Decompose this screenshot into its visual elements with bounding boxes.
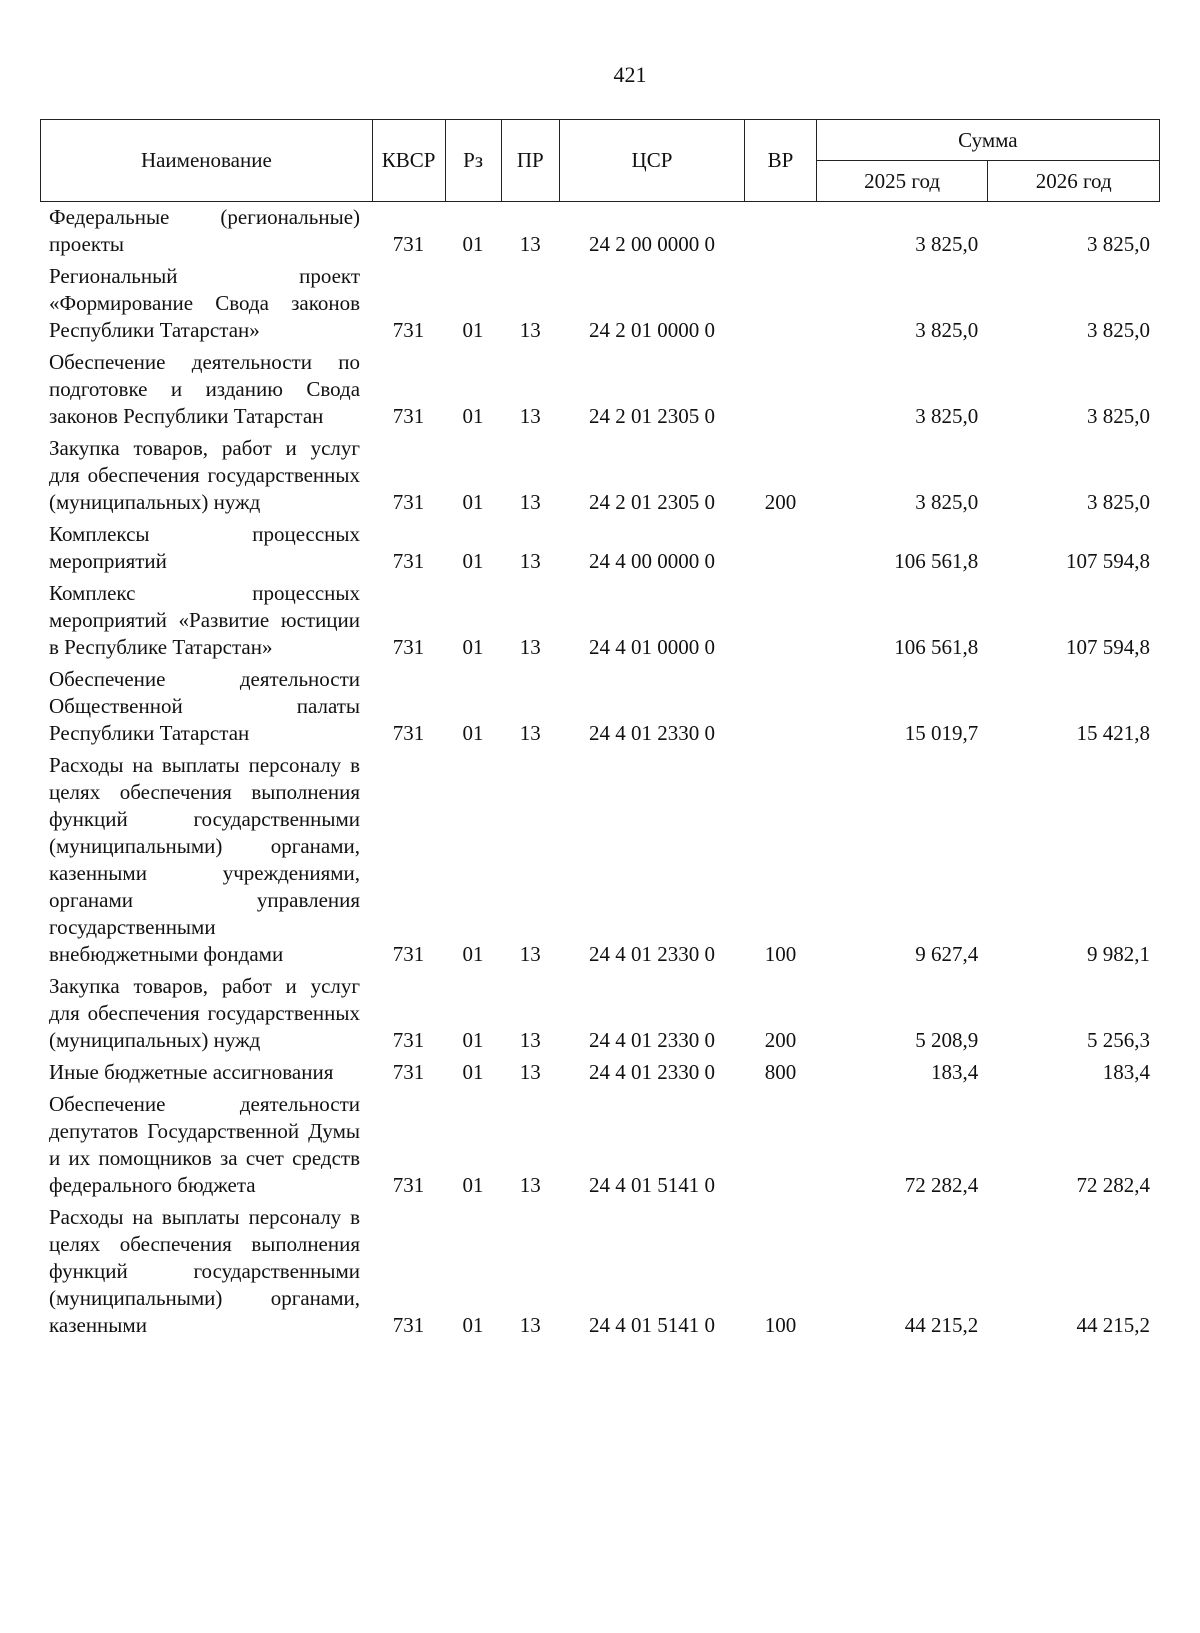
table-row [40,349,1160,435]
row-kvsr: 731 [392,1060,425,1084]
table-row [40,752,1160,973]
row-pr: 13 [519,404,541,428]
row-pr: 13 [519,1313,541,1337]
row-sum-2026: 5 256,3 [1087,1028,1150,1052]
row-vr [745,263,817,349]
row-csr: 24 4 01 2330 0 [589,1028,715,1052]
table-header [40,119,1160,202]
row-rz: 01 [462,1060,484,1084]
row-vr: 800 [764,1060,797,1084]
table-row [40,521,1160,580]
row-rz: 01 [462,549,484,573]
row-vr [745,349,817,435]
row-kvsr: 731 [392,404,425,428]
row-name: Расходы на выплаты персоналу в целях обеспечения выполнения функций государственными (муниципальными) органами, казенными учреждениями, органами управления государственными внебюджетными фондами [49,753,361,966]
header-sum: Сумма [816,120,1159,161]
table-row [40,1091,1160,1204]
row-sum-2025: 44 215,2 [904,1313,979,1337]
header-pr: ПР [501,120,559,202]
row-pr: 13 [519,1173,541,1197]
row-sum-2026: 9 982,1 [1087,942,1150,966]
header-year-2026: 2026 год [988,161,1160,202]
header-kvsr: КВСР [372,120,445,202]
row-name: Федеральные (региональные) проекты [49,205,361,256]
row-sum-2025: 5 208,9 [915,1028,979,1052]
row-rz: 01 [462,721,484,745]
table-row [40,435,1160,521]
row-vr [745,204,817,263]
row-vr [745,521,817,580]
row-sum-2026: 44 215,2 [1076,1313,1150,1337]
row-csr: 24 4 01 5141 0 [589,1173,715,1197]
row-name: Обеспечение деятельности Общественной палаты Республики Татарстан [49,667,361,745]
row-sum-2025: 72 282,4 [904,1173,979,1197]
row-sum-2026: 72 282,4 [1076,1173,1150,1197]
row-kvsr: 731 [392,490,425,514]
row-sum-2025: 106 561,8 [894,549,979,573]
table-row [40,263,1160,349]
row-sum-2026: 3 825,0 [1087,318,1150,342]
row-csr: 24 2 01 0000 0 [589,318,715,342]
row-pr: 13 [519,318,541,342]
row-pr: 13 [519,490,541,514]
row-rz: 01 [462,1028,484,1052]
row-name: Обеспечение деятельности депутатов Государственной Думы и их помощников за счет средств федерального бюджета [49,1092,361,1197]
row-sum-2025: 9 627,4 [915,942,979,966]
row-sum-2025: 15 019,7 [904,721,979,745]
row-csr: 24 2 00 0000 0 [589,232,715,256]
row-name: Комплексы процессных мероприятий [49,522,361,573]
row-name: Комплекс процессных мероприятий «Развитие юстиции в Республике Татарстан» [49,581,361,659]
row-rz: 01 [462,1173,484,1197]
row-sum-2025: 3 825,0 [915,318,979,342]
row-csr: 24 4 01 2330 0 [589,1060,715,1084]
row-kvsr: 731 [392,721,425,745]
row-csr: 24 2 01 2305 0 [589,490,715,514]
header-name: Наименование [41,120,373,202]
row-vr: 100 [764,1313,797,1337]
row-kvsr: 731 [392,549,425,573]
row-csr: 24 2 01 2305 0 [589,404,715,428]
row-csr: 24 4 01 0000 0 [589,635,715,659]
row-sum-2025: 106 561,8 [894,635,979,659]
header-rz: Рз [445,120,501,202]
row-kvsr: 731 [392,635,425,659]
row-kvsr: 731 [392,232,425,256]
budget-table [40,204,1160,1344]
row-sum-2025: 3 825,0 [915,404,979,428]
row-csr: 24 4 01 2330 0 [589,721,715,745]
row-name: Расходы на выплаты персоналу в целях обеспечения выполнения функций государственными (муниципальными) органами, казенными [49,1205,361,1337]
row-csr: 24 4 01 5141 0 [589,1313,715,1337]
row-kvsr: 731 [392,1313,425,1337]
row-name: Закупка товаров, работ и услуг для обеспечения государственных (муниципальных) нужд [49,436,361,514]
row-sum-2026: 107 594,8 [1066,635,1150,659]
row-name: Обеспечение деятельности по подготовке и изданию Свода законов Республики Татарстан [49,350,361,428]
table-row [40,973,1160,1059]
row-rz: 01 [462,404,484,428]
row-vr: 200 [764,1028,797,1052]
row-rz: 01 [462,1313,484,1337]
row-sum-2025: 183,4 [930,1060,979,1084]
row-vr [745,580,817,666]
row-sum-2026: 3 825,0 [1087,232,1150,256]
header-year-2025: 2025 год [816,161,988,202]
table-row [40,204,1160,263]
row-vr [745,1091,817,1204]
row-sum-2025: 3 825,0 [915,232,979,256]
row-sum-2026: 183,4 [1102,1060,1150,1084]
row-kvsr: 731 [392,318,425,342]
page-number: 421 [613,62,647,87]
row-name: Иные бюджетные ассигнования [49,1060,334,1084]
row-rz: 01 [462,635,484,659]
row-pr: 13 [519,549,541,573]
row-rz: 01 [462,232,484,256]
row-pr: 13 [519,1028,541,1052]
row-pr: 13 [519,721,541,745]
row-sum-2026: 107 594,8 [1066,549,1150,573]
row-pr: 13 [519,635,541,659]
row-name: Закупка товаров, работ и услуг для обеспечения государственных (муниципальных) нужд [49,974,361,1052]
row-vr [745,666,817,752]
table-row [40,1204,1160,1344]
row-pr: 13 [519,232,541,256]
row-vr: 100 [764,942,797,966]
table-row [40,1059,1160,1091]
row-pr: 13 [519,1060,541,1084]
row-vr: 200 [764,490,797,514]
row-sum-2026: 3 825,0 [1087,404,1150,428]
row-kvsr: 731 [392,942,425,966]
header-csr: ЦСР [559,120,744,202]
row-sum-2026: 15 421,8 [1076,721,1150,745]
table-row [40,580,1160,666]
row-sum-2026: 3 825,0 [1087,490,1150,514]
table-row [40,666,1160,752]
row-pr: 13 [519,942,541,966]
row-csr: 24 4 01 2330 0 [589,942,715,966]
header-vr: ВР [745,120,817,202]
row-kvsr: 731 [392,1173,425,1197]
row-csr: 24 4 00 0000 0 [589,549,715,573]
row-name: Региональный проект «Формирование Свода законов Республики Татарстан» [49,264,361,342]
row-rz: 01 [462,318,484,342]
row-kvsr: 731 [392,1028,425,1052]
row-sum-2025: 3 825,0 [915,490,979,514]
row-rz: 01 [462,490,484,514]
row-rz: 01 [462,942,484,966]
